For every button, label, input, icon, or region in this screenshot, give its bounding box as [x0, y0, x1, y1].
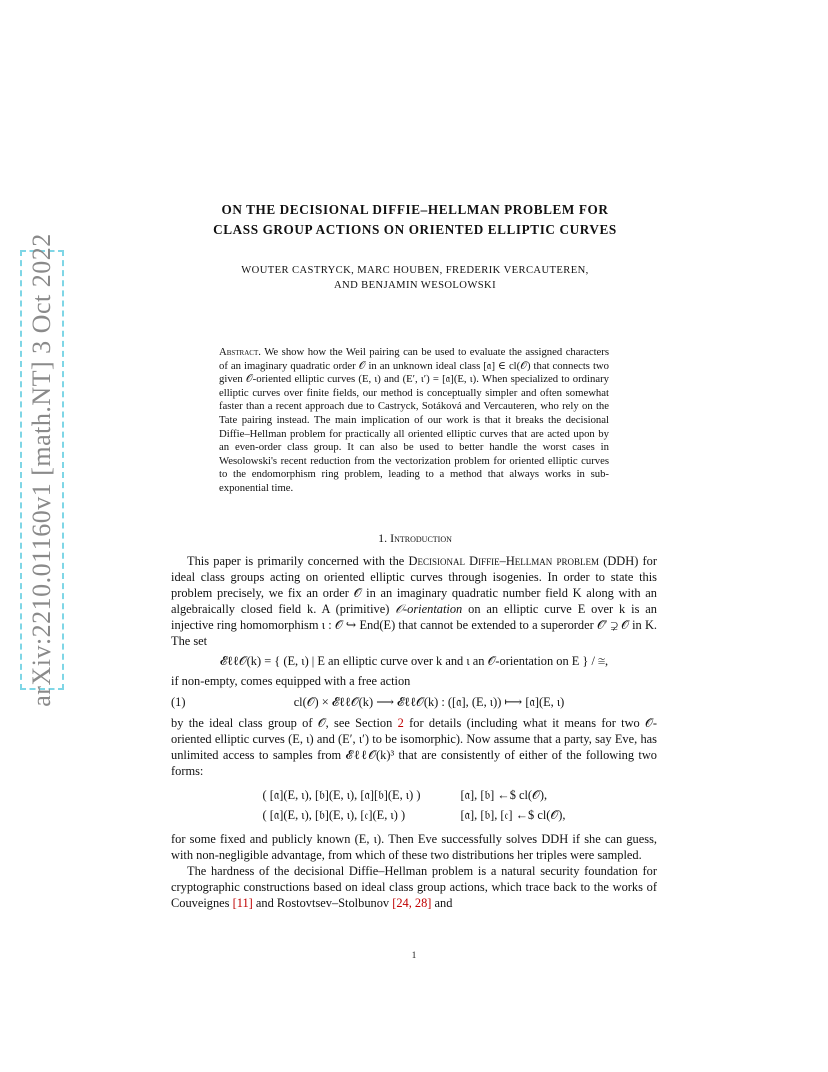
triple-dh: ( [𝔞](E, ι), [𝔟](E, ι), [𝔞][𝔟](E, ι) ) — [262, 788, 421, 802]
ddh-term: Decisional Diffie–Hellman problem — [408, 554, 599, 568]
text-run: This paper is primarily concerned with the — [187, 554, 409, 568]
equation-set-definition: 𝓔ℓℓ𝒪(k) = { (E, ι) | E an elliptic curve over k and ι an 𝒪-orientation on E } / ≅, — [219, 654, 609, 668]
paragraph-3 — [171, 715, 657, 779]
section-link[interactable]: 2 — [397, 716, 404, 730]
orientation-term: 𝒪-orientation — [395, 602, 463, 616]
sampling-random: [𝔞], [𝔟], [𝔠] ←$ cl(𝒪), — [460, 808, 566, 822]
equation-content: cl(𝒪) × 𝓔ℓℓ𝒪(k) ⟶ 𝓔ℓℓ𝒪(k) : ([𝔞], (E, ι)) ⟼ [𝔞](E, ι) — [293, 695, 565, 709]
authors-line-2: AND BENJAMIN WESOLOWSKI — [333, 280, 497, 291]
text-run: and Rostovtsev–Stolbunov — [252, 896, 393, 910]
title-line-1: ON THE DECISIONAL DIFFIE–HELLMAN PROBLEM FOR — [221, 202, 609, 217]
equation-1 — [171, 694, 657, 710]
abstract-label: Abstract. — [219, 346, 261, 358]
text-run: (DDH) for ideal class groups acting on oriented elliptic curves through isogenies. In order to state this problem precisely, we fix an order 𝒪 in an imaginary quadratic number field K along with an algebraically closed field k. A (primitive) — [171, 554, 657, 616]
section-heading: 1. Introduction — [378, 531, 452, 545]
distribution-triples — [263, 785, 421, 825]
citation-link[interactable]: [24, 28] — [392, 896, 432, 910]
text-run: for details (including what it means for two 𝒪-oriented elliptic curves (E, ι) and (E′, ι′) to be isomorphic). Now assume that a party, say Eve, has unlimited access to samples from 𝓔ℓℓ𝒪(k)³ that are consistently of either of the following two forms: — [171, 716, 657, 778]
abstract — [219, 346, 609, 496]
paragraph-5 — [171, 863, 657, 911]
text-run: on an elliptic curve E over k is an injective ring homomorphism ι : 𝒪 ↪ End(E) that cannot be extended to a superorder 𝒪′ ⊋ 𝒪 in K. The set — [171, 602, 657, 648]
body-text — [171, 553, 657, 911]
title-line-2: CLASS GROUP ACTIONS ON ORIENTED ELLIPTIC CURVES — [213, 222, 617, 237]
page-number: 1 — [411, 950, 417, 960]
paper-title — [120, 200, 710, 240]
author-list — [120, 263, 710, 293]
paragraph-1 — [171, 553, 657, 649]
text-run: The hardness of the decisional Diffie–Hellman problem is a natural security foundation for cryptographic constructions based on ideal class group actions, which trace back to the works of Couveignes — [171, 864, 657, 910]
arxiv-identifier: arXiv:2210.01160v1 [math.NT] 3 Oct 2022 — [27, 233, 56, 707]
authors-line-1: WOUTER CASTRYCK, MARC HOUBEN, FREDERIK VERCAUTEREN, — [241, 265, 589, 276]
equation-distributions — [171, 785, 657, 825]
distribution-sampling — [460, 785, 565, 825]
paragraph-2: if non-empty, comes equipped with a free action — [171, 674, 411, 688]
equation-number: (1) — [171, 695, 186, 709]
text-run: and — [431, 896, 453, 910]
triple-random: ( [𝔞](E, ι), [𝔟](E, ι), [𝔠](E, ι) ) — [262, 808, 406, 822]
text-run: by the ideal class group of 𝒪, see Section — [171, 716, 398, 730]
citation-link[interactable]: [11] — [232, 896, 253, 910]
arxiv-stamp — [20, 233, 64, 707]
sampling-dh: [𝔞], [𝔟] ←$ cl(𝒪), — [460, 788, 548, 802]
paragraph-4: for some fixed and publicly known (E, ι). Then Eve successfully solves DDH if she can guess, with non-negligible advantage, from which of these two distributions her triples were sampled. — [171, 832, 657, 862]
abstract-text: We show how the Weil pairing can be used to evaluate the assigned characters of an imaginary quadratic order 𝒪 in an unknown ideal class [𝔞] ∈ cl(𝒪) that connects two given 𝒪-oriented elliptic curves (E, ι) and (E′, ι′) = [𝔞](E, ι). When specialized to ordinary elliptic curves over finite fields, our method is conceptually simpler and often somewhat faster than a recent approach due to Castryck, Sotáková and Vercauteren, who rely on the Tate pairing instead. The main implication of our work is that it breaks the decisional Diffie–Hellman problem for practically all oriented elliptic curves that are acted upon by an even-order class group. It can also be used to better handle the worst cases in Wesolowski's recent reduction from the vectorization problem for oriented elliptic curves to the endomorphism ring problem, leading to a method that always works in sub-exponential time. — [219, 346, 609, 494]
